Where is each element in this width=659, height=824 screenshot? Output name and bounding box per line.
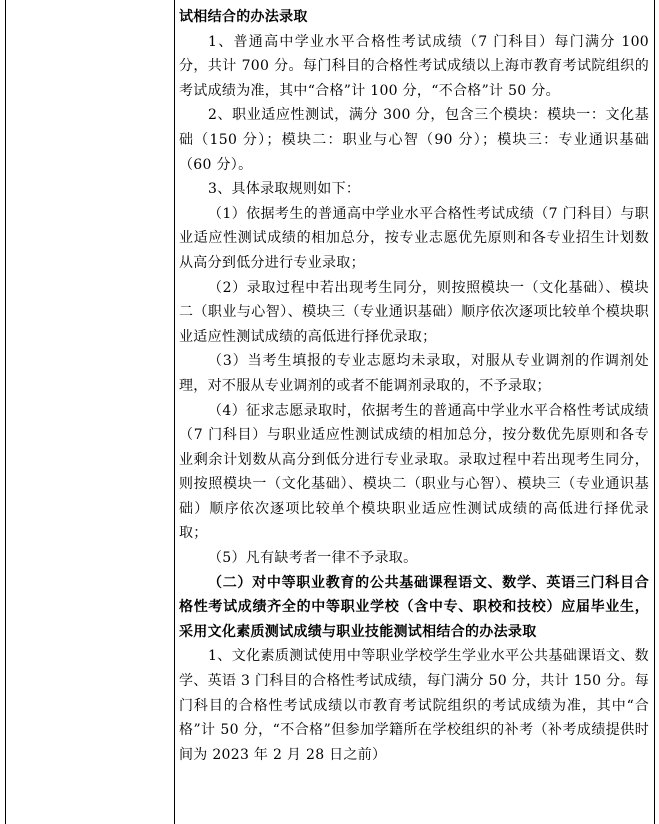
paragraph-subrule-3: （3）当考生填报的专业志愿均未录取，对服从专业调剂的作调剂处理，对不服从专业调剂的或者不能调剂录取的，不予录取； <box>179 353 649 394</box>
section-heading-continued: 试相结合的办法录取 <box>179 9 308 25</box>
section-heading-2: （二）对中等职业教育的公共基础课程语文、数学、英语三门科目合格性考试成绩齐全的中等职业学校（含中专、职校和技校）应届毕业生，采用文化素质测试成绩与职业技能测试相结合的办法录取 <box>179 574 649 640</box>
paragraph-rule-3: 3、具体录取规则如下： <box>208 181 361 198</box>
table-right-border <box>654 0 655 824</box>
paragraph-section2-rule-1: 1、文化素质测试使用中等职业学校学生学业水平公共基础课语文、数学、英语 3 门科目的合格性考试成绩，每门满分 50 分，共计 150 分。每门科目的合格性考试成绩以市教育考试院组织的考试成绩为准，其中“合格”计 50 分，“不合格”但参加学籍所在学校组织的补考（补考成绩提供时间为 2023 年 2 月 28 日之前） <box>179 648 649 763</box>
table-left-column <box>5 0 175 824</box>
paragraph-subrule-4: （4）征求志愿录取时，依据考生的普通高中学业水平合格性考试成绩（7 门科目）与职业适应性测试成绩的相加总分，按分数优先原则和各专业剩余计划数从高分到低分进行专业录取。录取过程中若出现考生同分，则按照模块一（文化基础）、模块二（职业与心智）、模块三（专业通识基础）顺序依次逐项比较单个模块职业适应性测试成绩的高低进行择优录取； <box>179 402 649 542</box>
paragraph-subrule-1: （1）依据考生的普通高中学业水平合格性考试成绩（7 门科目）与职业适应性测试成绩的相加总分，按专业志愿优先原则和各专业招生计划数从高分到低分进行专业录取； <box>179 205 649 271</box>
paragraph-rule-1: 1、普通高中学业水平合格性考试成绩（7 门科目）每门满分 100 分，共计 700 分。每门科目的合格性考试成绩以上海市教育考试院组织的考试成绩为准，其中“合格”计 100 分，“不合格”计 50 分。 <box>179 33 649 99</box>
paragraph-subrule-5: （5）凡有缺考者一律不予录取。 <box>208 550 418 567</box>
paragraph-subrule-2: （2）录取过程中若出现考生同分，则按照模块一（文化基础）、模块二（职业与心智）、模块三（专业通识基础）顺序依次逐项比较单个模块职业适应性测试成绩的高低进行择优录取； <box>179 279 649 345</box>
table-content-cell <box>179 5 649 767</box>
paragraph-rule-2: 2、职业适应性测试，满分 300 分，包含三个模块：模块一：文化基础（150 分）；模块二：职业与心智（90 分）；模块三：专业通识基础（60 分）。 <box>179 107 649 173</box>
